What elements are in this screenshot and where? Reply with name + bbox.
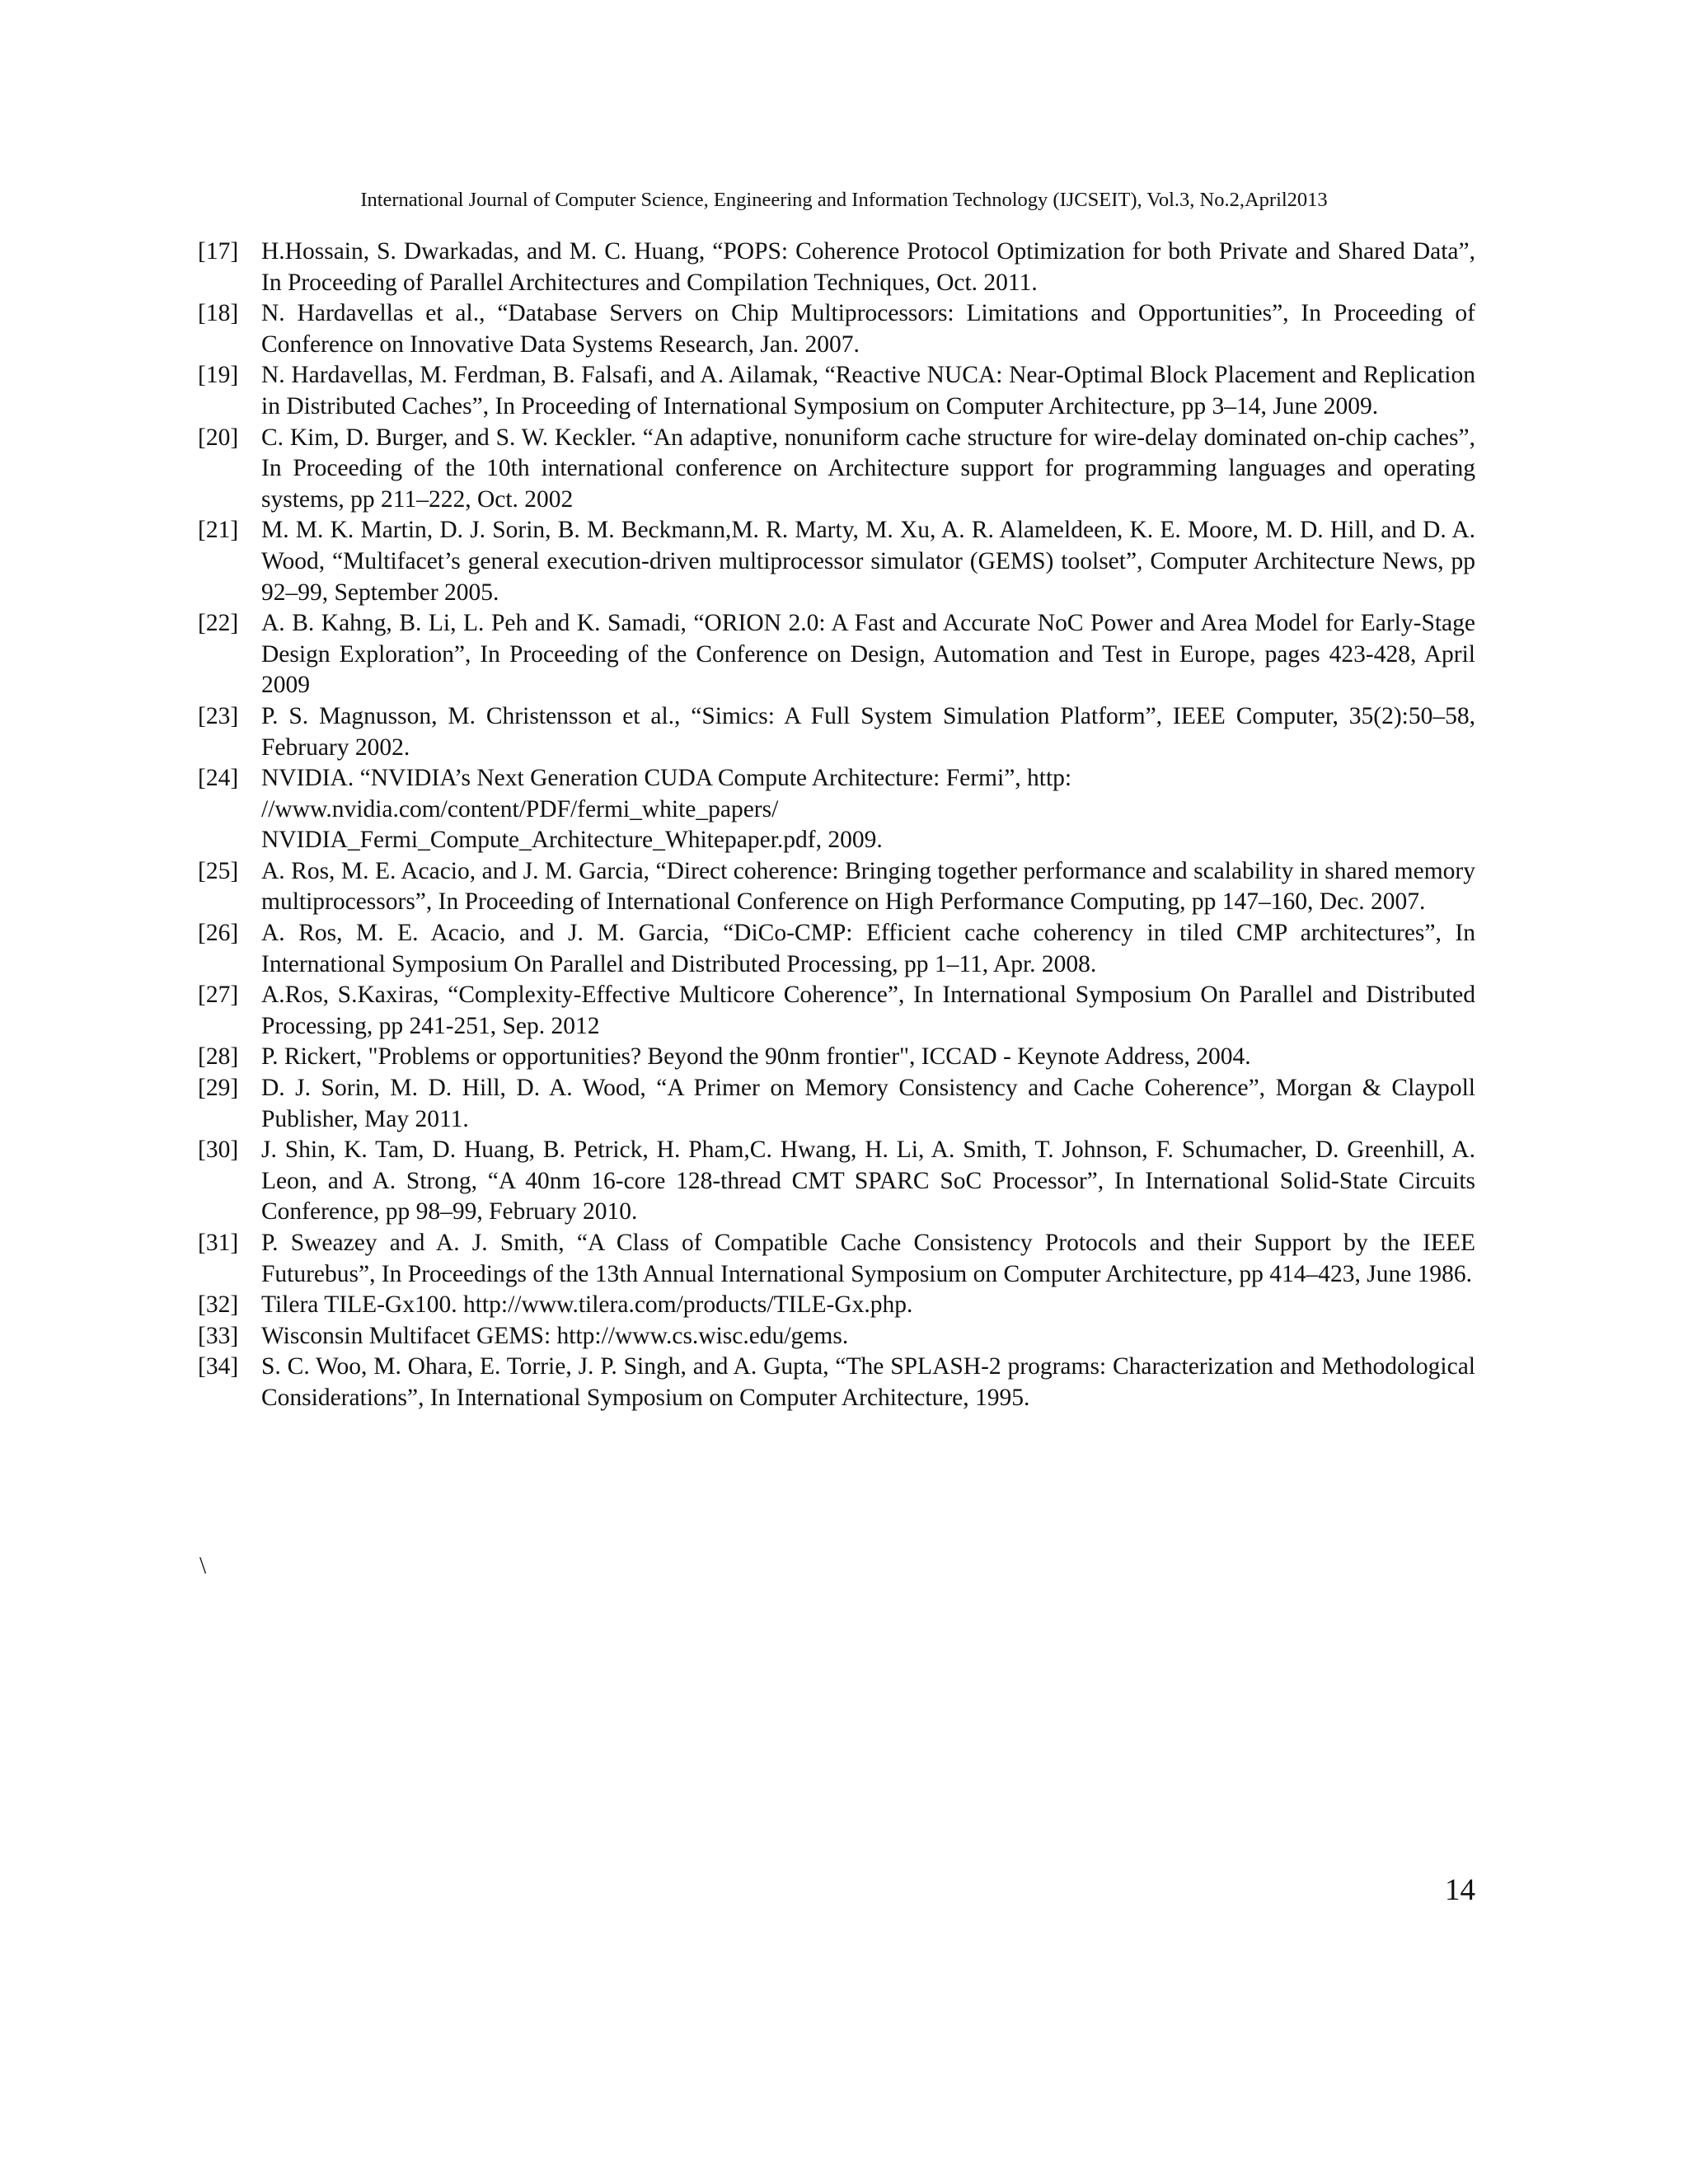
reference-text: D. J. Sorin, M. D. Hill, D. A. Wood, “A Primer on Memory Consistency and Cache Coherence”, Morgan & Claypoll Publisher, May 2011.	[261, 1075, 1475, 1132]
reference-text: Tilera TILE-Gx100. http://www.tilera.com/products/TILE-Gx.php.	[261, 1291, 913, 1319]
reference-item-17	[198, 237, 1475, 298]
reference-text: J. Shin, K. Tam, D. Huang, B. Petrick, H. Pham,C. Hwang, H. Li, A. Smith, T. Johnson, F. Schumacher, D. Greenhill, A. Leon, and A. Strong, “A 40nm 16-core 128-thread CMT SPARC SoC Processor”, In International Solid-State Circuits Conference, pp 98–99, February 2010.	[261, 1137, 1475, 1226]
reference-text: P. Rickert, "Problems or opportunities? Beyond the 90nm frontier", ICCAD - Keynote Address, 2004.	[261, 1043, 1251, 1071]
reference-item-27	[198, 980, 1475, 1042]
reference-number: [29]	[198, 1075, 239, 1102]
reference-number: [33]	[198, 1322, 239, 1349]
reference-number: [31]	[198, 1230, 239, 1256]
reference-item-20	[198, 423, 1475, 516]
reference-number: [20]	[198, 424, 239, 451]
reference-text: A.Ros, S.Kaxiras, “Complexity-Effective Multicore Coherence”, In International Symposium On Parallel and Distributed Processing, pp 241-251, Sep. 2012	[261, 982, 1475, 1039]
reference-number: [21]	[198, 517, 239, 544]
stray-backslash: \	[199, 1553, 207, 1579]
reference-item-34	[198, 1352, 1475, 1413]
reference-text: A. Ros, M. E. Acacio, and J. M. Garcia, “Direct coherence: Bringing together performance and scalability in shared memory multiprocessors”, In Proceeding of International Conference on High Performance Computing, pp 147–160, Dec. 2007.	[261, 857, 1475, 916]
reference-text	[261, 763, 1475, 856]
reference-number: [32]	[198, 1291, 239, 1319]
reference-item-32	[198, 1290, 1475, 1321]
reference-number: [30]	[198, 1137, 239, 1164]
reference-item-30	[198, 1135, 1475, 1228]
reference-text: H.Hossain, S. Dwarkadas, and M. C. Huang, “POPS: Coherence Protocol Optimization for both Private and Shared Data”, In Proceeding of Parallel Architectures and Compilation Techniques, Oct. 2011.	[261, 238, 1475, 296]
reference-item-23	[198, 701, 1475, 763]
reference-text: N. Hardavellas, M. Ferdman, B. Falsafi, and A. Ailamak, “Reactive NUCA: Near-Optimal Block Placement and Replication in Distributed Caches”, In Proceeding of International Symposium on Computer Architecture, pp 3–14, June 2009.	[261, 362, 1475, 419]
reference-number: [19]	[198, 362, 239, 389]
reference-url-line: //www.nvidia.com/content/PDF/fermi_white_papers/	[261, 795, 779, 823]
reference-item-31	[198, 1228, 1475, 1290]
reference-text: Wisconsin Multifacet GEMS: http://www.cs.wisc.edu/gems.	[261, 1322, 849, 1349]
reference-item-21	[198, 515, 1475, 608]
reference-item-19	[198, 360, 1475, 422]
reference-text: A. B. Kahng, B. Li, L. Peh and K. Samadi, “ORION 2.0: A Fast and Accurate NoC Power and Area Model for Early-Stage Design Exploration”, In Proceeding of the Conference on Design, Automation and Test in Europe, pages 423-428, April 2009	[261, 610, 1475, 699]
reference-number: [27]	[198, 982, 239, 1009]
reference-item-33	[198, 1321, 1475, 1352]
reference-number: [23]	[198, 702, 239, 729]
reference-text: P. S. Magnusson, M. Christensson et al., “Simics: A Full System Simulation Platform”, IEEE Computer, 35(2):50–58, February 2002.	[261, 702, 1475, 761]
reference-item-29	[198, 1073, 1475, 1135]
reference-url-line: NVIDIA_Fermi_Compute_Architecture_Whitepaper.pdf, 2009.	[261, 827, 883, 854]
reference-number: [17]	[198, 238, 239, 265]
reference-item-18	[198, 298, 1475, 360]
reference-number: [24]	[198, 765, 239, 792]
reference-item-22	[198, 608, 1475, 701]
reference-item-24	[198, 763, 1475, 856]
running-header: International Journal of Computer Science, Engineering and Information Technology (IJCSEIT), Vol.3, No.2,April2013	[360, 189, 1328, 211]
reference-text: P. Sweazey and A. J. Smith, “A Class of Compatible Cache Consistency Protocols and their Support by the IEEE Futurebus”, In Proceedings of the 13th Annual International Symposium on Computer Architecture, pp 414–423, June 1986.	[261, 1230, 1475, 1287]
reference-number: [18]	[198, 300, 239, 327]
reference-text: M. M. K. Martin, D. J. Sorin, B. M. Beckmann,M. R. Marty, M. Xu, A. R. Alameldeen, K. E. Moore, M. D. Hill, and D. A. Wood, “Multifacet’s general execution-driven multiprocessor simulator (GEMS) toolset”, Computer Architecture News, pp 92–99, September 2005.	[261, 517, 1475, 606]
reference-item-25	[198, 856, 1475, 918]
reference-number: [25]	[198, 857, 239, 884]
reference-line: NVIDIA. “NVIDIA’s Next Generation CUDA Compute Architecture: Fermi”, http:	[261, 765, 1072, 792]
reference-list	[198, 237, 1475, 1414]
reference-item-28	[198, 1042, 1475, 1073]
reference-text: C. Kim, D. Burger, and S. W. Keckler. “An adaptive, nonuniform cache structure for wire-delay dominated on-chip caches”, In Proceeding of the 10th international conference on Architecture support for programming languages and operating systems, pp 211–222, Oct. 2002	[261, 424, 1475, 513]
reference-text: A. Ros, M. E. Acacio, and J. M. Garcia, “DiCo-CMP: Efficient cache coherency in tiled CMP architectures”, In International Symposium On Parallel and Distributed Processing, pp 1–11, Apr. 2008.	[261, 920, 1475, 977]
reference-item-26	[198, 918, 1475, 980]
reference-number: [22]	[198, 610, 239, 637]
reference-number: [28]	[198, 1043, 239, 1071]
reference-number: [34]	[198, 1353, 239, 1380]
reference-text: N. Hardavellas et al., “Database Servers on Chip Multiprocessors: Limitations and Opportunities”, In Proceeding of Conference on Innovative Data Systems Research, Jan. 2007.	[261, 300, 1475, 358]
reference-text: S. C. Woo, M. Ohara, E. Torrie, J. P. Singh, and A. Gupta, “The SPLASH-2 programs: Characterization and Methodological Considerations”, In International Symposium on Computer Architecture, 1995.	[261, 1353, 1475, 1411]
reference-number: [26]	[198, 920, 239, 947]
page-number: 14	[1445, 1873, 1475, 1907]
